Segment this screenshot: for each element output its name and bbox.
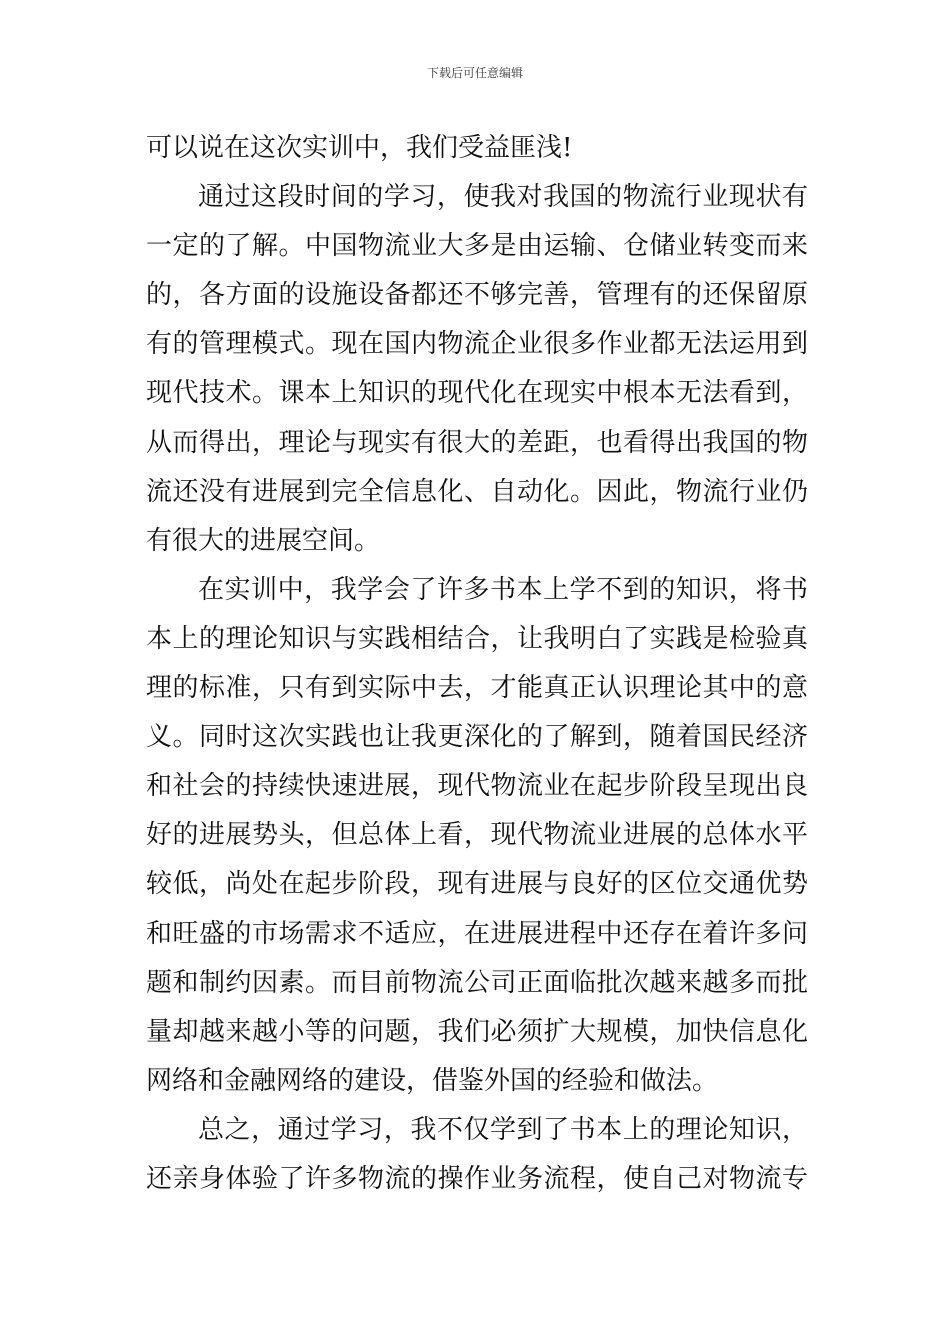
text-line: 可以说在这次实训中，我们受益匪浅!: [146, 133, 573, 163]
text-line: 一定的了解。中国物流业大多是由运输、仓储业转变而来: [146, 231, 808, 262]
text-line: 义。同时这次实践也让我更深化的了解到，随着国民经济: [146, 722, 808, 753]
text-line: 题和制约因素。而目前物流公司正面临批次越来越多而批: [146, 967, 808, 998]
document-body: [146, 124, 808, 1204]
paragraph: [146, 173, 808, 566]
text-line: 通过这段时间的学习，使我对我国的物流行业现状有: [198, 182, 808, 213]
text-line: 理的标准，只有到实际中去，才能真正认识理论其中的意: [146, 673, 808, 704]
text-line: 较低，尚处在起步阶段，现有进展与良好的区位交通优势: [146, 869, 808, 900]
text-line: 好的进展势头，但总体上看，现代物流业进展的总体水平: [146, 820, 808, 851]
text-line: 现代技术。课本上知识的现代化在现实中根本无法看到，: [146, 378, 808, 409]
text-line: 流还没有进展到完全信息化、自动化。因此，物流行业仍: [146, 476, 808, 507]
text-line: 有的管理模式。现在国内物流企业很多作业都无法运用到: [146, 329, 808, 360]
text-line: 和社会的持续快速进展，现代物流业在起步阶段呈现出良: [146, 771, 808, 802]
text-line: 有很大的进展空间。: [146, 525, 381, 556]
text-line: 从而得出，理论与现实有很大的差距，也看得出我国的物: [146, 427, 808, 458]
text-line: 量却越来越小等的问题，我们必须扩大规模，加快信息化: [146, 1016, 808, 1047]
paragraph: [146, 1106, 808, 1204]
text-line: 的，各方面的设施设备都还不够完善，管理有的还保留原: [146, 280, 808, 311]
text-line: 总之，通过学习，我不仅学到了书本上的理论知识，: [198, 1114, 808, 1145]
text-line: 和旺盛的市场需求不适应，在进展进程中还存在着许多问: [146, 918, 808, 949]
text-line: 网络和金融网络的建设，借鉴外国的经验和做法。: [146, 1065, 719, 1096]
text-line: 在实训中，我学会了许多书本上学不到的知识，将书: [198, 574, 808, 605]
page-header: 下载后可任意编辑: [426, 66, 523, 80]
text-line: 还亲身体验了许多物流的操作业务流程，使自己对物流专: [146, 1163, 808, 1194]
text-line: 本上的理论知识与实践相结合，让我明白了实践是检验真: [146, 623, 808, 654]
paragraph: [146, 124, 808, 173]
paragraph: [146, 566, 808, 1106]
